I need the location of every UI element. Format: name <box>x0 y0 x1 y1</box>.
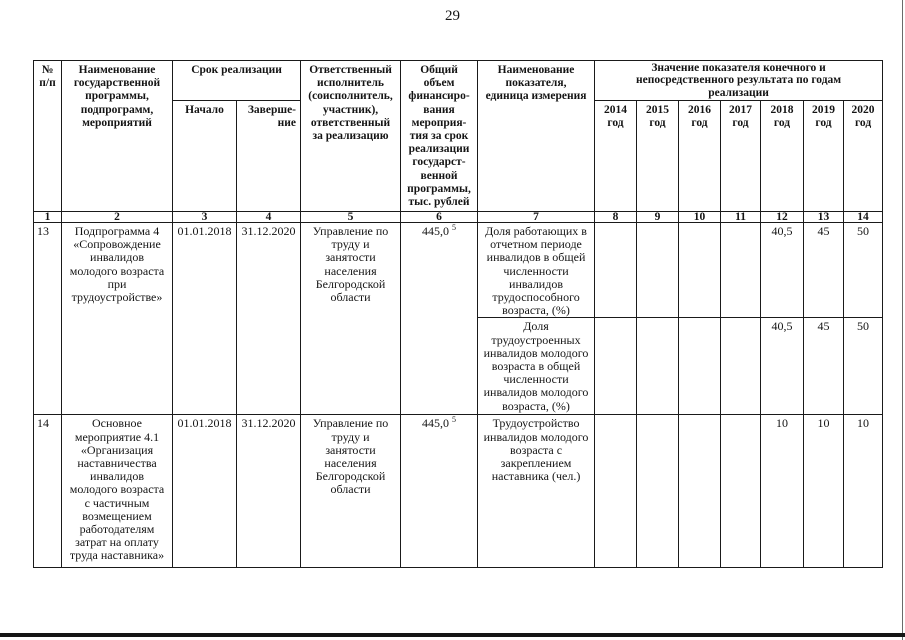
table-row <box>34 223 883 318</box>
header-row-top <box>34 61 883 101</box>
value-2020: 50 <box>844 318 883 415</box>
header-year-2020 <box>844 101 883 212</box>
header-year-2017 <box>721 101 761 212</box>
value-2017 <box>721 223 761 318</box>
indicator-name: Доля работающих в отчетном периоде инвалидов в общей численности инвалидов трудоспособного возраста, (%) <box>478 223 595 318</box>
year-label: 2019 <box>812 104 836 116</box>
year-label: 2017 <box>729 104 753 116</box>
value-2018: 10 <box>761 415 804 568</box>
indicator-name: Доля трудоустроенных инвалидов молодого возраста в общей численности инвалидов молодого возраста, (%) <box>478 318 595 415</box>
header-year-2016 <box>679 101 721 212</box>
value-2015 <box>637 415 679 568</box>
column-number: 1 <box>34 212 62 223</box>
program-name: Подпрограмма 4 «Сопровождение инвалидов молодого возраста при трудоустройстве» <box>62 223 173 415</box>
row-number: 14 <box>34 415 62 568</box>
header-name: Наименование государственной программы, подпрограмм, мероприятий <box>62 61 173 212</box>
header-year-2019 <box>804 101 844 212</box>
value-2015 <box>637 223 679 318</box>
column-number: 6 <box>401 212 478 223</box>
end-date: 31.12.2020 <box>237 223 301 415</box>
header-year-2018 <box>761 101 804 212</box>
header-year-2015 <box>637 101 679 212</box>
value-2017 <box>721 318 761 415</box>
value-2020: 50 <box>844 223 883 318</box>
column-number: 12 <box>761 212 804 223</box>
year-unit: год <box>854 117 872 130</box>
year-label: 2016 <box>688 104 712 116</box>
header-end: Заверше- ние <box>237 101 301 212</box>
funding-cell <box>401 223 478 415</box>
indicator-name: Трудоустройство инвалидов молодого возраста с закреплением наставника (чел.) <box>478 415 595 568</box>
value-2014 <box>595 415 637 568</box>
column-number: 3 <box>173 212 237 223</box>
value-2014 <box>595 318 637 415</box>
value-2016 <box>679 415 721 568</box>
column-number: 4 <box>237 212 301 223</box>
year-label: 2014 <box>604 104 628 116</box>
header-num: № п/п <box>34 61 62 212</box>
program-name: Основное мероприятие 4.1 «Организация наставничества инвалидов молодого возраста с частичным возмещением работодателям затрат на оплату труда наставника» <box>62 415 173 568</box>
column-number: 7 <box>478 212 595 223</box>
column-number: 10 <box>679 212 721 223</box>
column-number: 9 <box>637 212 679 223</box>
column-number: 13 <box>804 212 844 223</box>
value-2019: 10 <box>804 415 844 568</box>
start-date: 01.01.2018 <box>173 223 237 415</box>
value-2019: 45 <box>804 318 844 415</box>
year-unit: год <box>691 117 708 130</box>
scan-edge-bottom <box>0 633 905 637</box>
year-unit: год <box>649 117 666 130</box>
funding-footnote: 5 <box>452 415 457 425</box>
page-number: 29 <box>445 8 460 24</box>
scan-edge-right <box>902 0 903 640</box>
funding-amount: 445,0 <box>422 224 450 238</box>
value-2015 <box>637 318 679 415</box>
table-row <box>34 415 883 568</box>
value-2016 <box>679 318 721 415</box>
responsible-executor: Управление по труду и занятости населения Белгородской области <box>301 223 401 415</box>
responsible-executor: Управление по труду и занятости населения Белгородской области <box>301 415 401 568</box>
start-date: 01.01.2018 <box>173 415 237 568</box>
value-2019: 45 <box>804 223 844 318</box>
value-2018: 40,5 <box>761 318 804 415</box>
year-unit: год <box>773 117 791 130</box>
value-2018: 40,5 <box>761 223 804 318</box>
year-label: 2018 <box>770 104 794 116</box>
header-values-group: Значение показателя конечного и непосредственного результата по годам реализации <box>595 61 883 101</box>
value-2016 <box>679 223 721 318</box>
year-label: 2020 <box>851 104 875 116</box>
header-period: Срок реализации <box>173 61 301 101</box>
funding-cell <box>401 415 478 568</box>
column-number: 14 <box>844 212 883 223</box>
column-number: 5 <box>301 212 401 223</box>
funding-footnote: 5 <box>452 223 457 232</box>
value-2017 <box>721 415 761 568</box>
header-responsible: Ответственный исполнитель (соисполнитель, участник), ответственный за реализацию <box>301 61 401 212</box>
header-indicator: Наименование показателя, единица измерения <box>478 61 595 212</box>
column-number-row <box>34 212 883 223</box>
program-table <box>33 60 883 568</box>
value-2020: 10 <box>844 415 883 568</box>
column-number: 11 <box>721 212 761 223</box>
header-funding: Общий объем финансиро- вания мероприя- тия за срок реализации государст- венной программы, тыс. рублей <box>401 61 478 212</box>
column-number: 2 <box>62 212 173 223</box>
value-2014 <box>595 223 637 318</box>
year-label: 2015 <box>646 104 670 116</box>
row-number: 13 <box>34 223 62 415</box>
header-year-2014 <box>595 101 637 212</box>
end-date: 31.12.2020 <box>237 415 301 568</box>
year-unit: год <box>607 117 624 130</box>
header-start: Начало <box>173 101 237 212</box>
column-number: 8 <box>595 212 637 223</box>
funding-amount: 445,0 <box>422 416 450 431</box>
year-unit: год <box>732 117 749 130</box>
year-unit: год <box>815 117 832 130</box>
